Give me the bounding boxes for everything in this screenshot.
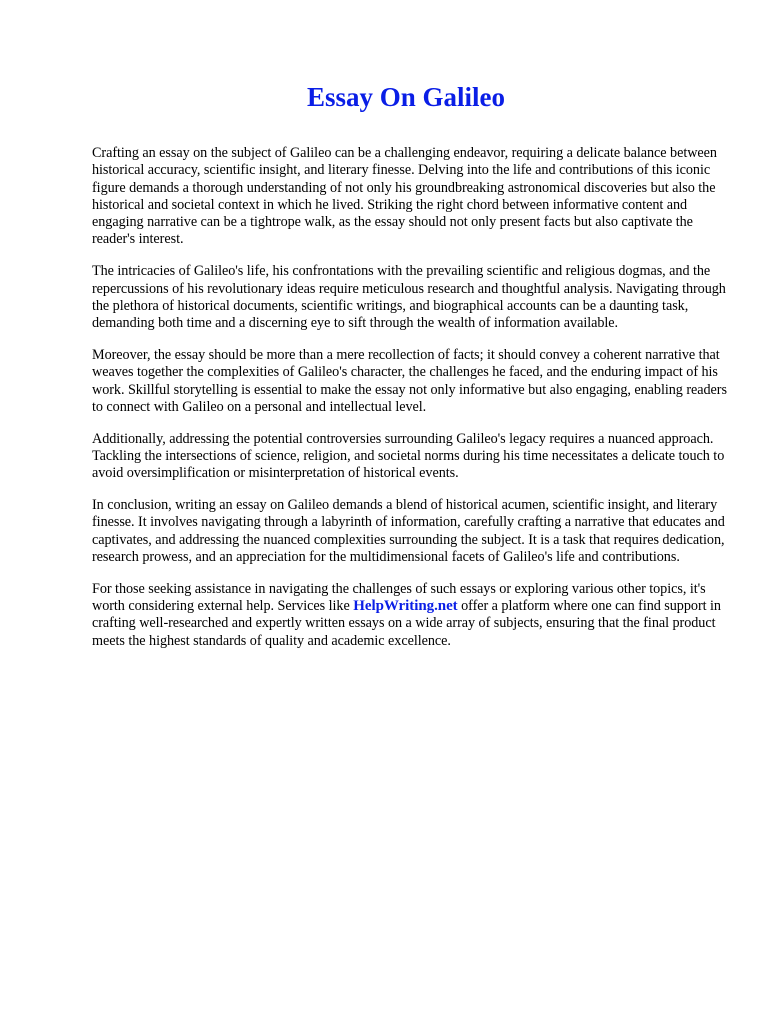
paragraph-6-text-after-link: offer a platform where one can find support in crafting well-researched and expertly written essays on a wide array of subjects, ensuring that the final product meets the highest standards of quality and academic excellence. [92, 598, 721, 649]
paragraph-4: Additionally, addressing the potential controversies surrounding Galileo's legacy requires a nuanced approach. Tackling the intersections of science, religion, and societal norms during his time necessitates a delicate touch to avoid oversimplification or misinterpretation of historical events. [92, 430, 725, 482]
helpwriting-link[interactable]: HelpWriting.net [353, 598, 458, 615]
paragraph-6-text-before-link: For those seeking assistance in navigating the challenges of such essays or exploring various other topics, it's worth considering external help. Services like [92, 580, 706, 615]
essay-body [92, 145, 732, 664]
paragraph-2: The intricacies of Galileo's life, his confrontations with the prevailing scientific and religious dogmas, and the repercussions of his revolutionary ideas require meticulous research and thoughtful analysis. Navigating through the plethora of historical documents, scientific writings, and biographical accounts can be a daunting task, demanding both time and a discerning eye to sift through the wealth of information available. [92, 263, 726, 332]
paragraph-6 [92, 581, 732, 650]
page-title: Essay On Galileo [306, 82, 506, 112]
paragraph-3: Moreover, the essay should be more than a mere recollection of facts; it should convey a coherent narrative that weaves together the complexities of Galileo's character, the challenges he faced, and the enduring impact of his work. Skillful storytelling is essential to make the essay not only informative but also engaging, enabling readers to connect with Galileo on a personal and intellectual level. [92, 346, 727, 415]
paragraph-1: Crafting an essay on the subject of Galileo can be a challenging endeavor, requiring a delicate balance between historical accuracy, scientific insight, and literary finesse. Delving into the life and contributions of this iconic figure demands a thorough understanding of not only his groundbreaking astronomical discoveries but also the historical and societal context in which he lived. Striking the right chord between informative content and engaging narrative can be a tightrope walk, as the essay should not only present facts but also captivate the reader's interest. [92, 145, 717, 248]
paragraph-5: In conclusion, writing an essay on Galileo demands a blend of historical acumen, scientific insight, and literary finesse. It involves navigating through a labyrinth of information, carefully crafting a narrative that educates and captivates, and addressing the nuanced complexities surrounding the subject. It is a task that requires dedication, research prowess, and an appreciation for the multidimensional facets of Galileo's life and contributions. [92, 497, 725, 565]
